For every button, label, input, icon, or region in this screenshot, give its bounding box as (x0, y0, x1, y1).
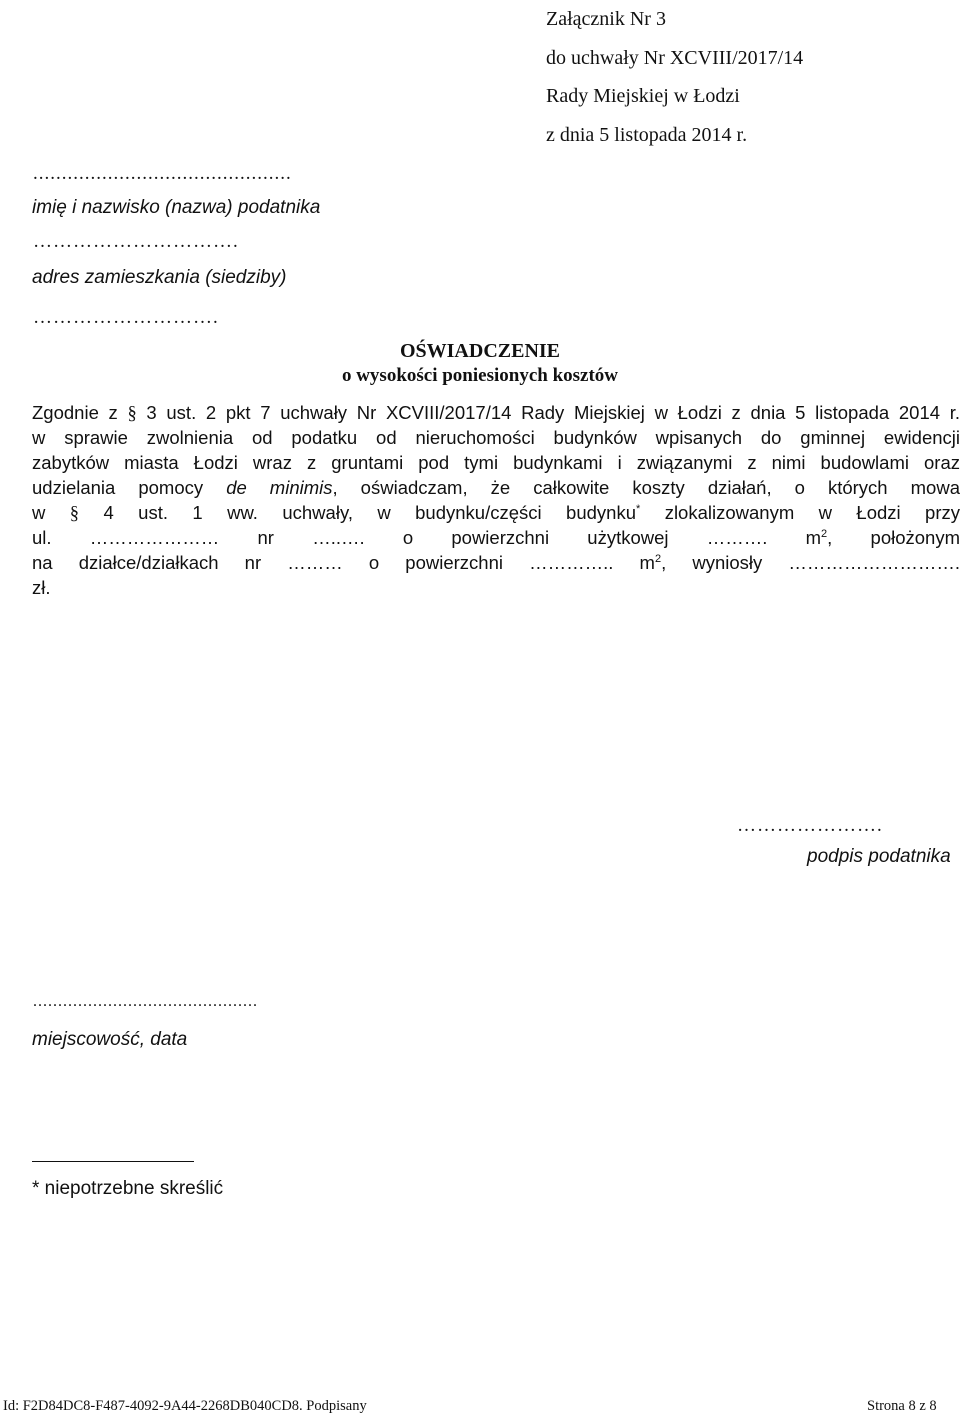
body-line-6: ul. ………………… nr …..…. o powierzchni użytkowej ………. $m^2$, położonym (32, 527, 960, 548)
document-subtitle: o wysokości poniesionych kosztów (341, 365, 619, 386)
taxpayer-name-dots: ............................................. (33, 163, 292, 184)
declaration-body (32, 400, 960, 600)
place-date-dots: ............................................. (33, 993, 258, 1010)
footnote-divider (32, 1161, 194, 1162)
body-line-4: udzielania pomocy de minimis, oświadczam, że całkowite koszty działań, o których mowa (32, 477, 960, 498)
signature-dots: …………………. (737, 815, 883, 836)
place-date-label: miejscowość, data (32, 1029, 188, 1050)
body-line-7: na działce/działkach nr ……… o powierzchni ………….. $m^2$, wyniosły ………………………. (32, 552, 960, 573)
taxpayer-name-label: imię i nazwisko (nazwa) podatnika (32, 197, 321, 218)
signature-label: podpis podatnika (807, 846, 951, 867)
taxpayer-extra-dots: ………………………. (33, 307, 219, 328)
footer-page-number: Strona 8 z 8 (867, 1398, 937, 1414)
annex-date: z dnia 5 listopada 2014 r. (546, 123, 748, 146)
body-line-3: zabytków miasta Łodzi wraz z gruntami pod tymi budynkami i związanymi z nimi budowlami oraz (32, 452, 960, 473)
footnote-star: * (635, 502, 641, 515)
taxpayer-address-label: adres zamieszkania (siedziby) (32, 267, 287, 288)
de-minimis-term: de minimis (226, 477, 333, 498)
annex-title: Załącznik Nr 3 (546, 8, 666, 30)
taxpayer-address-dots: …………………………. (33, 231, 239, 252)
annex-council: Rady Miejskiej w Łodzi (546, 85, 740, 107)
annex-resolution: do uchwały Nr XCVIII/2017/14 (546, 46, 804, 69)
body-line-5: w § 4 ust. 1 ww. uchwały, w budynku/części budynku* zlokalizowanym w Łodzi przy (32, 502, 960, 524)
footnote-text: * niepotrzebne skreślić (32, 1178, 224, 1199)
paragraph-sign-2: § (69, 504, 80, 524)
body-line-1: Zgodnie z § 3 ust. 2 pkt 7 uchwały Nr XCVIII/2017/14 Rady Miejskiej w Łodzi z dnia 5 listopada 2014 r. (32, 402, 960, 424)
body-line-8: zł. (32, 577, 51, 598)
body-line-2: w sprawie zwolnienia od podatku od nieruchomości budynków wpisanych do gminnej ewidencji (32, 427, 960, 448)
paragraph-sign: § (127, 404, 137, 424)
annex-header (546, 0, 803, 154)
document-title: OŚWIADCZENIE (399, 340, 561, 362)
footer-document-id: Id: F2D84DC8-F487-4092-9A44-2268DB040CD8. Podpisany (3, 1398, 367, 1414)
